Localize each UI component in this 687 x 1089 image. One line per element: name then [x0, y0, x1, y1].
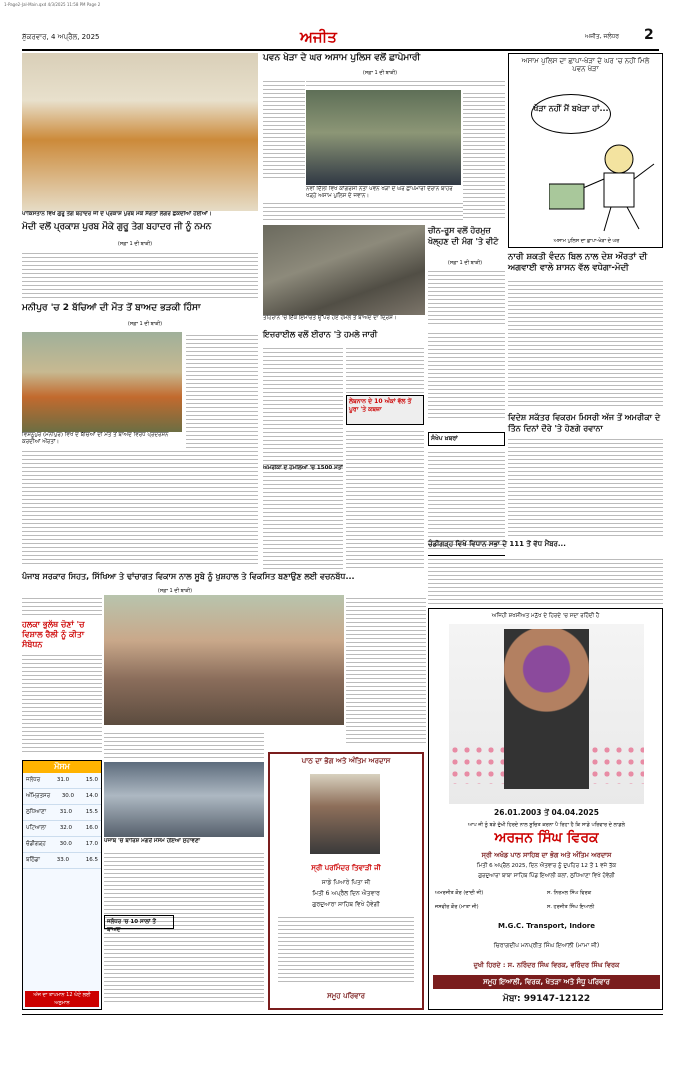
obit2-footer2: ਸਮੂਹ ਇਆਲੀ, ਵਿਰਕ, ਖੇਤੜਾ ਅਤੇ ਸੰਧੂ ਪਰਿਵਾਰ: [483, 978, 610, 986]
mausam-temp: 15.5: [85, 809, 98, 815]
mausam-temp: 31.0: [59, 809, 73, 815]
hormuz-photo: [263, 225, 425, 315]
obit2-line1: ਸ੍ਰੀ ਅਖੰਡ ਪਾਠ ਸਾਹਿਬ ਦਾ ਭੋਗ ਅਤੇ ਅੰਤਿਮ ਅਰਦਾਸ: [481, 851, 612, 859]
manipur-byline: (ਸਫ਼ਾ 1 ਦੀ ਬਾਕੀ): [127, 321, 163, 327]
mausam-title: ਮੌਸਮ: [23, 761, 101, 773]
obit2-line2: ਮਿਤੀ 6 ਅਪ੍ਰੈਲ 2025, ਦਿਨ ਐਤਵਾਰ ਨੂੰ ਦੁਪਹਿਰ 12 ਤੋਂ 1 ਵਜੇ ਤੱਕ: [476, 863, 617, 869]
punjab-kicker-text: ਹਲਕਾ ਭੁਲੱਥ ਚੋਣਾਂ 'ਚ ਵਿਸ਼ਾਲ ਰੈਲੀ ਨੂੰ ਕੀਤਾ ਸੰਬੋਧਨ: [22, 620, 85, 649]
obit1-footer: ਸਮੂਹ ਪਰਿਵਾਰ: [327, 992, 365, 1000]
print-slug: 1-Page2-Jal-Main.qxd 4/3/2025 11:58 PM Page 2: [4, 2, 101, 7]
israel-headline: ਇਜ਼ਰਾਈਲ ਵਲੋਂ ਈਰਾਨ 'ਤੇ ਹਮਲੇ ਜਾਰੀ: [263, 330, 378, 339]
hormuz-byline: (ਸਫ਼ਾ 1 ਦੀ ਬਾਕੀ): [447, 260, 483, 266]
mausam-box: [22, 760, 102, 1010]
punjab-body-left2: [22, 652, 102, 752]
mausam-caption: ਪੰਜਾਬ 'ਚ ਬਾਰਿਸ਼ ਮਗਰੋਂ ਮੌਸਮ ਹੋਇਆ ਸੁਹਾਵਣਾ: [104, 838, 200, 844]
obit2-phone: ਮੋਬਾ: 99147-12122: [502, 994, 591, 1004]
obit1-line3: ਗੁਰਦੁਆਰਾ ਸਾਹਿਬ ਵਿਖੇ ਹੋਵੇਗੀ: [312, 901, 380, 908]
israel-body-mid2: [346, 428, 424, 568]
mausam-temp: 16.5: [85, 857, 98, 863]
hormuz-caption: ਤਹਿਰਾਨ 'ਚ ਇੱਕ ਇਮਾਰਤ ਉੱਪਰ ਹੋਏ ਹਮਲੇ ਤੋਂ ਬਾਅਦ ਦਾ ਦ੍ਰਿਸ਼।: [263, 315, 397, 321]
bottom-rule: [22, 1014, 663, 1015]
mausam-row: [23, 821, 101, 837]
mausam-row: [23, 853, 101, 869]
lead-body-top: [306, 78, 505, 88]
punjab-byline: (ਸਫ਼ਾ 1 ਦੀ ਬਾਕੀ): [157, 588, 193, 594]
vidhan-body: [428, 556, 663, 604]
obit2-rel-0: ਅਮਰਜੀਤ ਕੌਰ (ਦਾਦੀ ਜੀ): [435, 890, 484, 896]
langar-photo: [22, 53, 258, 211]
bottomleft-box: [104, 915, 174, 933]
cartoon-panel: [508, 53, 663, 248]
cartoon-bubble-text: ਖੇੜਾ ਨਹੀਂ ਮੈਂ ਬਖੇੜਾ ਹਾਂ...: [533, 104, 609, 113]
lead-byline: (ਸਫ਼ਾ 1 ਦੀ ਬਾਕੀ): [362, 70, 398, 76]
cartoon-figure: [549, 139, 659, 234]
obit2-flowers-right: [589, 744, 644, 784]
israel-body-right: [428, 330, 505, 420]
mausam-rows: [23, 773, 101, 869]
mausam-city: ਬਠਿੰਡਾ: [26, 857, 40, 863]
modi-body: [22, 250, 258, 300]
mausam-temp: 33.0: [56, 857, 69, 863]
obit1-line2: ਮਿਤੀ 6 ਅਪ੍ਰੈਲ ਦਿਨ ਐਤਵਾਰ: [312, 890, 380, 897]
israel-body-left: [263, 345, 343, 570]
israel-box: [346, 395, 424, 425]
lead-headline: ਪਵਨ ਖੇੜਾ ਦੇ ਘਰ ਅਸਾਮ ਪੁਲਿਸ ਵਲੋਂ ਛਾਪੇਮਾਰੀ: [263, 53, 421, 63]
mausam-temp: 30.0: [61, 793, 75, 799]
masthead-rule: [22, 49, 659, 51]
manipur-body-right: [186, 332, 258, 452]
modi-byline: (ਸਫ਼ਾ 1 ਦੀ ਬਾਕੀ): [117, 241, 153, 247]
mausam-temp: 30.0: [59, 841, 72, 847]
obit2-rel-1: ਸ. ਨਿਰਮਲ ਸਿੰਘ ਵਿਰਕ: [547, 890, 592, 896]
cartoon-title: ਅਸਾਮ ਪੁਲਿਸ ਦਾ ਛਾਪਾ-ਖੇੜਾ ਦੇ ਘਰ 'ਚ ਨਹੀਂ ਮਿਲੇ ਪਵਨ ਖੇੜਾ: [521, 57, 650, 73]
sidebar-box-title: ਸੰਖੇਪ ਖ਼ਬਰਾਂ: [431, 435, 458, 442]
obit2-company: M.G.C. Transport, Indore: [498, 922, 595, 930]
punjab-headline: ਪੰਜਾਬ ਸਰਕਾਰ ਸਿਹਤ, ਸਿੱਖਿਆ ਤੇ ਢਾਂਚਾਗਤ ਵਿਕਾਸ ਨਾਲ ਸੂਬੇ ਨੂੰ ਖੁਸ਼ਹਾਲ ਤੇ ਵਿਕਸਿਤ ਬਣਾਉਣ ਲਈ ਵਚਨਬੱਧ...: [22, 572, 355, 581]
lead-photo: [306, 90, 461, 185]
modi-headline: ਮੋਦੀ ਵਲੋਂ ਪ੍ਰਕਾਸ਼ ਪੁਰਬ ਮੌਕੇ ਗੁਰੂ ਤੇਗ ਬਹਾਦਰ ਜੀ ਨੂੰ ਨਮਨ: [22, 222, 212, 232]
mausam-row: [23, 805, 101, 821]
manipur-headline: ਮਨੀਪੁਰ 'ਚ 2 ਬੱਚਿਆਂ ਦੀ ਮੌਤ ਤੋਂ ਬਾਅਦ ਭੜਕੀ ਹਿੰਸਾ: [22, 303, 201, 313]
cartoon-footer: ਅਸਾਮ ਪੁਲਿਸ ਦਾ ਛਾਪਾ-ਖੇੜਾ ਦੇ ਘਰ: [553, 238, 620, 244]
punjab-body-right: [346, 595, 426, 745]
obituary-2: [428, 608, 663, 1010]
mausam-row: [23, 837, 101, 853]
misri-headline: ਵਿਦੇਸ਼ ਸਕੱਤਰ ਵਿਕਰਮ ਮਿਸਰੀ ਅੱਜ ਤੋਂ ਅਮਰੀਕਾ ਦੇ ਤਿੰਨ ਦਿਨਾਂ ਦੌਰੇ 'ਤੇ ਹੋਣਗੇ ਰਵਾਨਾ: [508, 413, 661, 433]
mausam-city: ਅੰਮ੍ਰਿਤਸਰ: [26, 793, 51, 799]
obit1-body: [278, 914, 414, 984]
lead-body-left: [263, 78, 305, 178]
mausam-row: [23, 789, 101, 805]
obit2-rel-4: ਚਿਰਾਗਦੀਪ ਮਨਪ੍ਰੀਤ ਸਿੰਘ ਇਆਲੀ (ਮਾਮਾ ਜੀ): [493, 942, 600, 949]
lead-caption: ਨਵੀਂ ਦਿੱਲੀ ਵਿਖੇ ਕਾਂਗਰਸੀ ਨੇਤਾ ਪਵਨ ਖੇੜਾ ਦੇ ਘਰ ਛਾਪੇਮਾਰੀ ਦੌਰਾਨ ਬਾਹਰ ਖੜ੍ਹੇ ਅਸਾਮ ਪੁਲਿਸ ਦੇ ਜਵਾਨ।: [306, 186, 453, 199]
israel-body-mid: [346, 345, 424, 393]
vidhan-headline: ਚੰਡੀਗੜ੍ਹ ਵਿਖੇ ਵਿਧਾਨ ਸਭਾ ਦੇ 111 ਤੋਂ ਵੱਧ ਮੈਂਬਰ...: [428, 540, 566, 548]
cartoon-bubble: [531, 94, 611, 134]
obit2-dates: 26.01.2003 ਤੋਂ 04.04.2025: [494, 808, 599, 817]
sidebar-body: [428, 449, 505, 549]
mausam-temp: 16.0: [85, 825, 98, 831]
masthead-date: ਸ਼ੁੱਕਰਵਾਰ, 4 ਅਪ੍ਰੈਲ, 2025: [22, 33, 100, 41]
obit1-title: ਪਾਠ ਦਾ ਭੋਗ ਅਤੇ ਅੰਤਿਮ ਅਰਦਾਸ: [301, 757, 391, 765]
manipur-body-bottom: [22, 448, 258, 566]
mausam-footer: ਅੱਜ ਦਾ ਤਾਪਮਾਨ 12 ਘੰਟੇ ਲਈ ਅਨੁਮਾਨ: [25, 991, 99, 1007]
sidebar-box: [428, 432, 505, 446]
israel-box2: ਅਮਰੀਕਾ ਦੇ ਹਮਲਿਆਂ 'ਚ 1500 ਮੌਤਾਂ: [263, 465, 343, 471]
obit1-line1: ਸਾਡੇ ਪਿਆਰੇ ਪਿਤਾ ਜੀ: [321, 879, 371, 886]
obit2-line3: ਗੁਰਦੁਆਰਾ ਬਾਬਾ ਸਾਹਿਬ ਪਿੰਡ ਇਆਲੀ ਕਲਾਂ, ਲੁਧਿਆਣਾ ਵਿਖੇ ਹੋਵੇਗੀ: [478, 873, 615, 879]
obit2-flowers-left: [449, 744, 504, 784]
obituary-1: [268, 752, 424, 1010]
punjab-kicker: [22, 620, 102, 648]
obit2-photo: [504, 629, 589, 789]
obit1-photo: [310, 774, 380, 854]
israel-box-text: ਲੇਬਨਾਨ ਦੇ 10 ਅੰਕਾਂ ਵੱਲ ਤੋਂ ਪੂਰਾ 'ਤੇ ਕਬਜ਼ਾ: [349, 398, 412, 413]
obit2-name: ਅਰਜਨ ਸਿੰਘ ਵਿਰਕ: [494, 830, 599, 846]
masthead-title: ਅਜੀਤ: [300, 28, 337, 46]
obit2-rel-2: ਜਸਵੀਰ ਕੌਰ (ਮਾਤਾ ਜੀ): [435, 904, 479, 910]
hormuz-body: [428, 268, 505, 326]
obit2-quote: ਅਜਿਹੀ ਸ਼ਖਸੀਅਤ ਮਨੁੱਖ ਦੇ ਹਿਰਦੇ 'ਚ ਸਦਾ ਰਹਿੰਦੀ ਹੈ: [491, 613, 600, 619]
bottomleft-headline: ਜਲੰਧਰ 'ਚ 10 ਸਾਲਾਂ ਤੋਂ ਬਾਅਦ: [107, 919, 156, 933]
obit1-name: ਸ੍ਰੀ ਪਰਮਿੰਦਰ ਤਿਵਾੜੀ ਜੀ: [311, 864, 381, 872]
obit2-footer1: ਦੁਖੀ ਹਿਰਦੇ : ਸ. ਨਰਿੰਦਰ ਸਿੰਘ ਵਿਰਕ, ਵਰਿੰਦਰ ਸਿੰਘ ਵਿਰਕ: [473, 961, 620, 969]
mausam-temp: 14.0: [85, 793, 98, 799]
mausam-temp: 15.0: [85, 777, 98, 783]
nari-headline: ਨਾਰੀ ਸ਼ਕਤੀ ਵੰਦਨ ਬਿਲ ਨਾਲ ਦੇਸ਼ ਔਰਤਾਂ ਦੀ ਅਗਵਾਈ ਵਾਲੇ ਸ਼ਾਸਨ ਵੱਲ ਵਧੇਗਾ-ਮੋਦੀ: [508, 252, 648, 273]
masthead-section: ਅਜੀਤ, ਜਲੰਧਰ: [585, 33, 620, 40]
mausam-city: ਲੁਧਿਆਣਾ: [26, 809, 47, 815]
nari-body: [508, 278, 663, 408]
obit2-portrait: [449, 624, 644, 804]
lead-body-right: [463, 90, 505, 220]
punjab-body-under: [104, 730, 264, 760]
mausam-row: [23, 773, 101, 789]
obit2-intro: ਆਪ ਜੀ ਨੂੰ ਬੜੇ ਦੁੱਖੀ ਹਿਰਦੇ ਨਾਲ ਸੂਚਿਤ ਕਰਨਾ ਪੈ ਰਿਹਾ ਹੈ ਕਿ ਸਾਡੇ ਪਰਿਵਾਰ ਦੇ ਲਾਡਲੇ: [468, 822, 625, 828]
mausam-city: ਜਲੰਧਰ: [26, 777, 41, 783]
hormuz-headline: ਚੀਨ-ਰੂਸ ਵਲੋਂ ਹੋਰਮੁਜ਼ ਖੋਲ੍ਹਣ ਦੀ ਮੰਗ 'ਤੇ ਵੀਟੋ: [428, 226, 499, 246]
mausam-city: ਚੰਡੀਗੜ੍ਹ: [26, 841, 46, 847]
page-number: 2: [644, 27, 654, 43]
langar-photo-caption: ਪਾਕਿਸਤਾਨ ਵਿਖੇ ਗੁਰੂ ਤੇਗ ਬਹਾਦਰ ਜੀ ਦੇ ਪ੍ਰਕਾਸ਼ ਪੁਰਬ ਮੌਕੇ ਸੰਗਤਾਂ ਲੰਗਰ ਛਕਦੀਆਂ ਹੋਈਆਂ।: [22, 211, 212, 217]
mausam-city: ਪਟਿਆਲਾ: [26, 825, 47, 831]
mausam-temp: 32.0: [59, 825, 73, 831]
misri-body: [508, 436, 663, 536]
manipur-photo: [22, 332, 182, 432]
mausam-temp: 31.0: [56, 777, 70, 783]
punjab-photo: [104, 595, 344, 725]
mausam-temp: 17.0: [85, 841, 98, 847]
manipur-caption: ਵਿਸ਼ਨੂਪੁਰ (ਮਨੀਪੁਰ) ਵਿਖੇ ਦੋ ਬੱਚਿਆਂ ਦੀ ਮੌਤ ਤੋਂ ਬਾਅਦ ਵਿਰੋਧ ਪ੍ਰਦਰਸ਼ਨ ਕਰਦੀਆਂ ਔਰਤਾਂ।: [22, 432, 169, 445]
obit2-rel-3: ਸ. ਹਰਜੀਤ ਸਿੰਘ ਇਆਲੀ: [547, 904, 595, 910]
masthead: [22, 27, 659, 48]
mausam-photo: [104, 762, 264, 837]
lead-body-bottom: [263, 200, 463, 220]
obit2-footer2-band: [433, 975, 660, 989]
punjab-body-left: [22, 595, 102, 617]
